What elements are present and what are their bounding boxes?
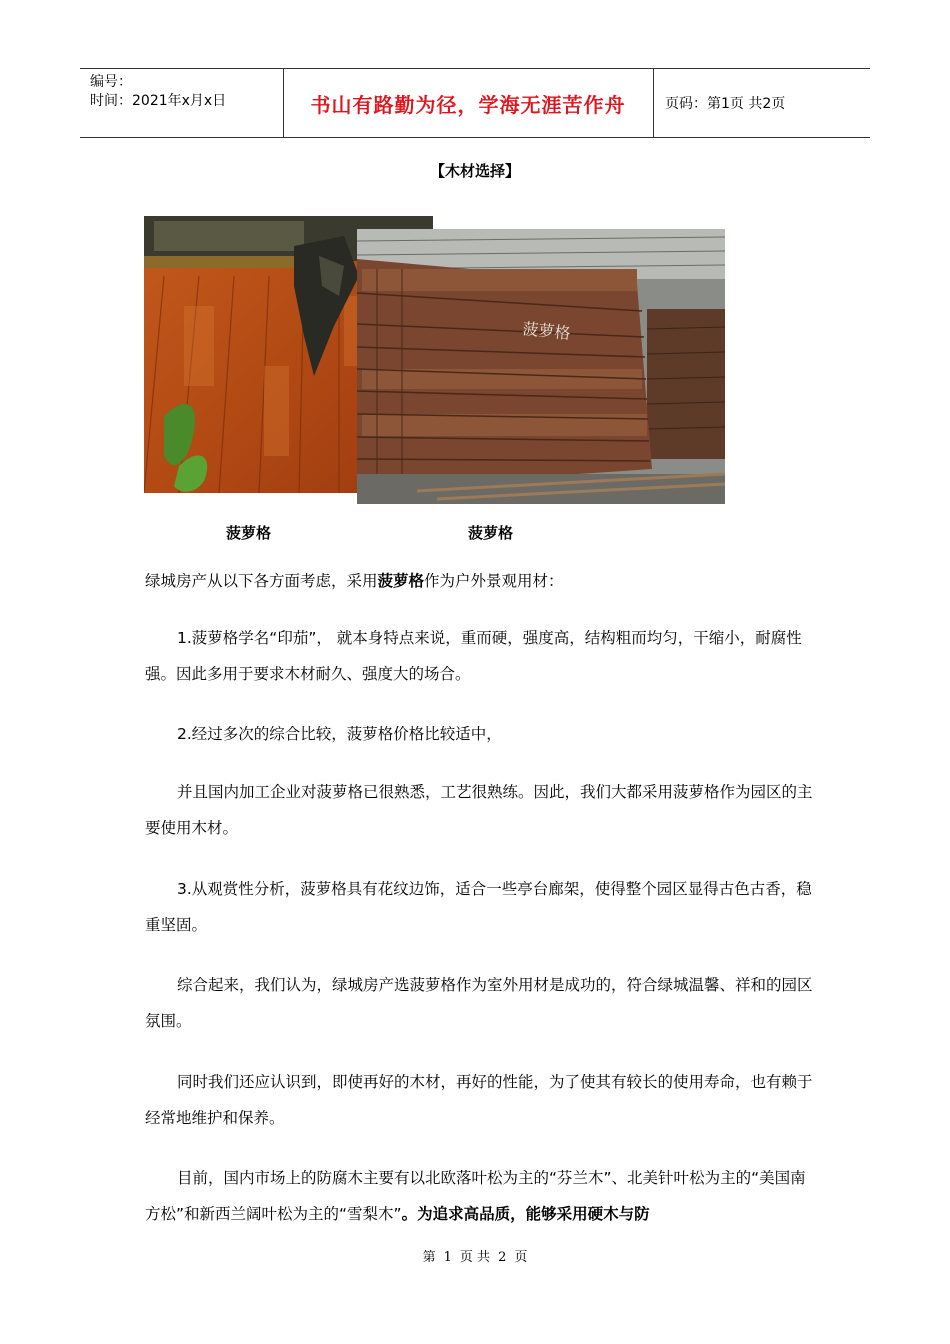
timber-stamp-text: 菠萝格 [521, 319, 572, 343]
paragraph-2: 2.经过多次的综合比较，菠萝格价格比较适中， [177, 725, 502, 743]
serial-label: 编号： [90, 74, 132, 90]
paragraph-1: 1.菠萝格学名“印茄”， 就本身特点来说，重而硬，强度高，结构粗而均匀，干缩小，耐腐性强。因此多用于要求木材耐久、强度大的场合。 [145, 629, 802, 683]
paragraph-6: 同时我们还应认识到，即使再好的木材，再好的性能，为了使其有较长的使用寿命，也有赖于经常地维护和保养。 [145, 1073, 813, 1127]
intro-prefix: 绿城房产从以下各方面考虑，采用 [145, 572, 378, 590]
footer-mid: 页 共 [459, 1250, 491, 1265]
footer-page: 1 [443, 1250, 452, 1265]
footer-prefix: 第 [422, 1250, 436, 1265]
intro-paragraph [145, 563, 815, 599]
timber-photo [357, 229, 725, 504]
intro-bold: 菠萝格 [377, 572, 425, 590]
paragraph-3: 并且国内加工企业对菠萝格已很熟悉，工艺很熟练。因此，我们大都采用菠萝格作为园区的主要使用木材。 [145, 783, 813, 837]
paragraph-7-prefix: 目前，国内市场上的防腐木主要有以北欧落叶松为主的“芬兰木”、北美针叶松为主的“美国南方松”和新西兰阔叶松为主的“雪梨木” [145, 1169, 806, 1223]
floor-caption: 菠萝格 [226, 524, 272, 542]
paragraph-7-suffix: 。为追求高品质，能够采用硬木与防 [401, 1205, 650, 1223]
header-page-info: 页码：第1页 共2页 [665, 96, 786, 112]
paragraph-7 [145, 1160, 815, 1232]
date-label: 时间：2021年x月x日 [90, 93, 227, 109]
paragraph-4: 3.从观赏性分析，菠萝格具有花纹边饰，适合一些亭台廊架，使得整个园区显得古色古香，稳重坚固。 [145, 880, 812, 934]
footer-total: 2 [498, 1250, 507, 1265]
header-divider [653, 69, 654, 137]
paragraph-5: 综合起来，我们认为，绿城房产选菠萝格作为室外用材是成功的，符合绿城温馨、祥和的园区氛围。 [145, 976, 813, 1030]
footer-suffix: 页 [514, 1250, 528, 1265]
header-meta [90, 73, 226, 111]
page-header [80, 68, 870, 138]
intro-suffix: 作为户外景观用材： [424, 572, 564, 590]
timber-caption: 菠萝格 [468, 524, 514, 542]
page-footer [0, 1246, 950, 1265]
header-motto: 书山有路勤为径，学海无涯苦作舟 [310, 92, 626, 117]
section-title: 【木材选择】 [429, 162, 520, 180]
